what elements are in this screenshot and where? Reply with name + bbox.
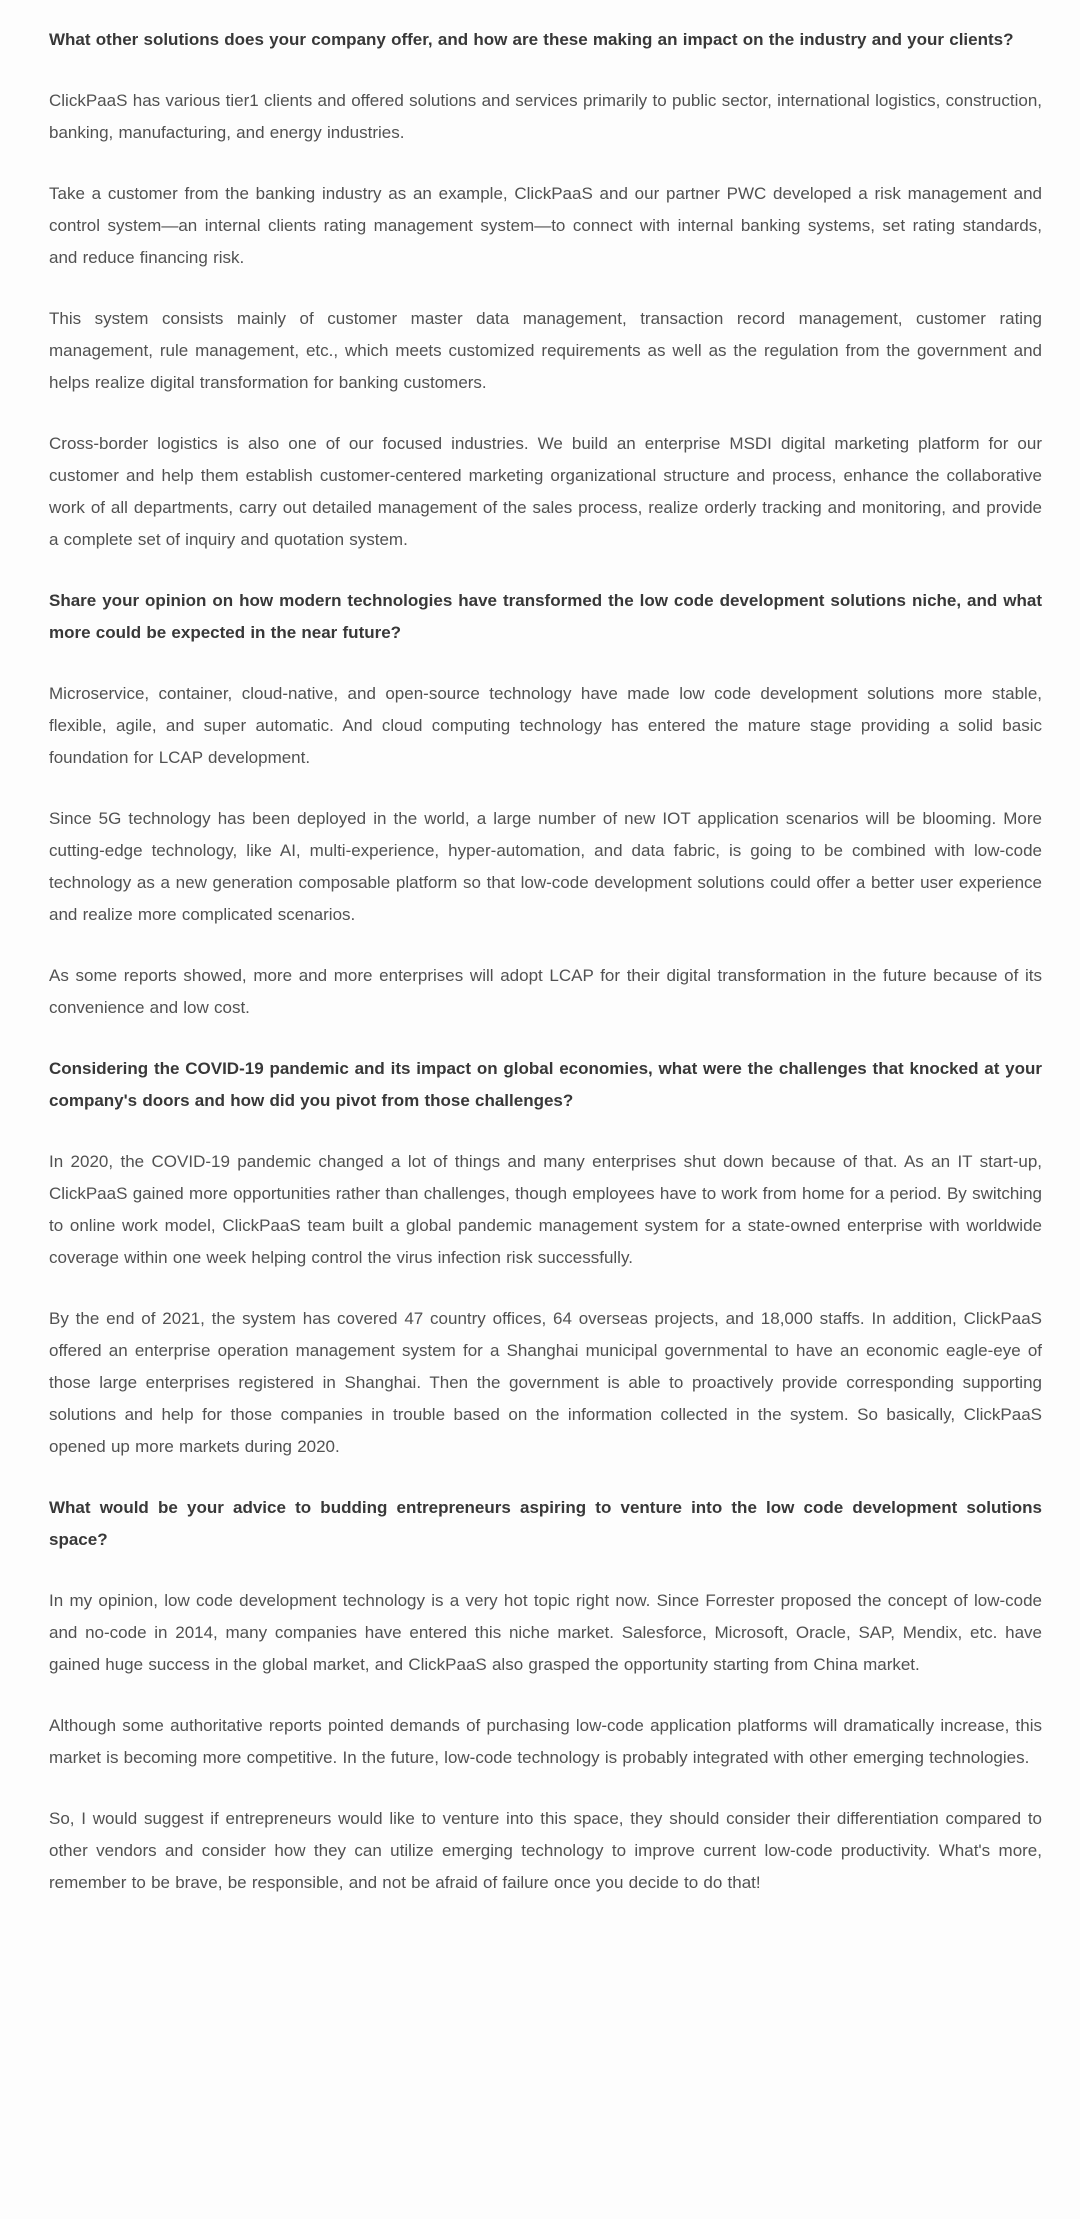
question-heading: What would be your advice to budding entrepreneurs aspiring to venture into the low code development solutions space?: [49, 1498, 1042, 1549]
answer-paragraph: ClickPaaS has various tier1 clients and offered solutions and services primarily to public sector, international logistics, construction, banking, manufacturing, and energy industries.: [49, 91, 1042, 142]
answer-paragraph: Microservice, container, cloud-native, and open-source technology have made low code development solutions more stable, flexible, agile, and super automatic. And cloud computing technology has entered the mature stage providing a solid basic foundation for LCAP development.: [49, 684, 1042, 767]
answer-paragraph: Take a customer from the banking industry as an example, ClickPaaS and our partner PWC developed a risk management and control system—an internal clients rating management system—to connect with internal banking systems, set rating standards, and reduce financing risk.: [49, 184, 1042, 267]
question-heading: Share your opinion on how modern technologies have transformed the low code development solutions niche, and what more could be expected in the near future?: [49, 591, 1042, 642]
answer-paragraph: So, I would suggest if entrepreneurs would like to venture into this space, they should consider their differentiation compared to other vendors and consider how they can utilize emerging technology to improve current low-code productivity. What's more, remember to be brave, be responsible, and not be afraid of failure once you decide to do that!: [49, 1809, 1042, 1892]
answer-paragraph: As some reports showed, more and more enterprises will adopt LCAP for their digital transformation in the future because of its convenience and low cost.: [49, 966, 1042, 1017]
answer-paragraph: Cross-border logistics is also one of our focused industries. We build an enterprise MSDI digital marketing platform for our customer and help them establish customer-centered marketing organizational structure and process, enhance the collaborative work of all departments, carry out detailed management of the sales process, realize orderly tracking and monitoring, and provide a complete set of inquiry and quotation system.: [49, 434, 1042, 549]
question-heading: Considering the COVID-19 pandemic and its impact on global economies, what were the challenges that knocked at your company's doors and how did you pivot from those challenges?: [49, 1059, 1042, 1110]
question-heading: What other solutions does your company offer, and how are these making an impact on the industry and your clients?: [49, 30, 1014, 49]
interview-article: [49, 24, 1042, 1899]
answer-paragraph: By the end of 2021, the system has covered 47 country offices, 64 overseas projects, and 18,000 staffs. In addition, ClickPaaS offered an enterprise operation management system for a Shanghai municipal governmental to have an economic eagle-eye of those large enterprises registered in Shanghai. Then the government is able to proactively provide corresponding supporting solutions and help for those companies in trouble based on the information collected in the system. So basically, ClickPaaS opened up more markets during 2020.: [49, 1309, 1042, 1456]
answer-paragraph: In 2020, the COVID-19 pandemic changed a lot of things and many enterprises shut down because of that. As an IT start-up, ClickPaaS gained more opportunities rather than challenges, though employees have to work from home for a period. By switching to online work model, ClickPaaS team built a global pandemic management system for a state-owned enterprise with worldwide coverage within one week helping control the virus infection risk successfully.: [49, 1152, 1042, 1267]
answer-paragraph: In my opinion, low code development technology is a very hot topic right now. Since Forrester proposed the concept of low-code and no-code in 2014, many companies have entered this niche market. Salesforce, Microsoft, Oracle, SAP, Mendix, etc. have gained huge success in the global market, and ClickPaaS also grasped the opportunity starting from China market.: [49, 1591, 1042, 1674]
answer-paragraph: This system consists mainly of customer master data management, transaction record management, customer rating management, rule management, etc., which meets customized requirements as well as the regulation from the government and helps realize digital transformation for banking customers.: [49, 309, 1042, 392]
answer-paragraph: Although some authoritative reports pointed demands of purchasing low-code application platforms will dramatically increase, this market is becoming more competitive. In the future, low-code technology is probably integrated with other emerging technologies.: [49, 1716, 1042, 1767]
answer-paragraph: Since 5G technology has been deployed in the world, a large number of new IOT application scenarios will be blooming. More cutting-edge technology, like AI, multi-experience, hyper-automation, and data fabric, is going to be combined with low-code technology as a new generation composable platform so that low-code development solutions could offer a better user experience and realize more complicated scenarios.: [49, 809, 1042, 924]
